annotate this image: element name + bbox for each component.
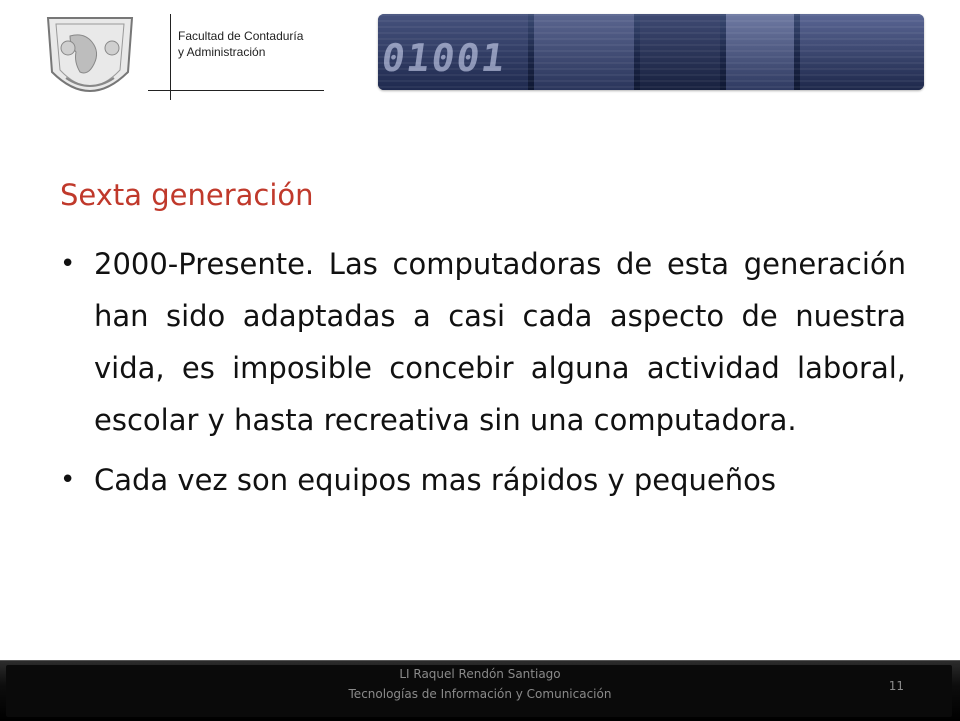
- bullet-list: [60, 238, 906, 506]
- section-title: Sexta generación: [60, 178, 314, 212]
- header-banner-image: [378, 14, 924, 90]
- bullet-text: 2000-Presente. Las computadoras de esta generación han sido adaptadas a casi cada aspecto de nuestra vida, es imposible concebir alguna actividad laboral, escolar y hasta recreativa sin una computadora.: [94, 247, 906, 437]
- bullet-icon: •: [60, 249, 76, 279]
- bullet-text: Cada vez son equipos mas rápidos y pequeños: [94, 463, 776, 497]
- page-number: 11: [888, 679, 904, 693]
- footer-course: Tecnologías de Información y Comunicación: [348, 687, 612, 701]
- bullet-item: [60, 454, 906, 506]
- bullet-icon: •: [60, 465, 76, 495]
- faculty-line-2: y Administración: [178, 45, 266, 59]
- header-divider-horizontal: [148, 90, 324, 91]
- header-divider-vertical: [170, 14, 171, 100]
- footer-bar: [0, 660, 960, 721]
- bullet-item: [60, 238, 906, 446]
- faculty-name: [178, 28, 303, 60]
- footer-author: LI Raquel Rendón Santiago: [399, 667, 561, 681]
- faculty-line-1: Facultad de Contaduría: [178, 29, 304, 43]
- unam-seal-logo: [40, 12, 140, 112]
